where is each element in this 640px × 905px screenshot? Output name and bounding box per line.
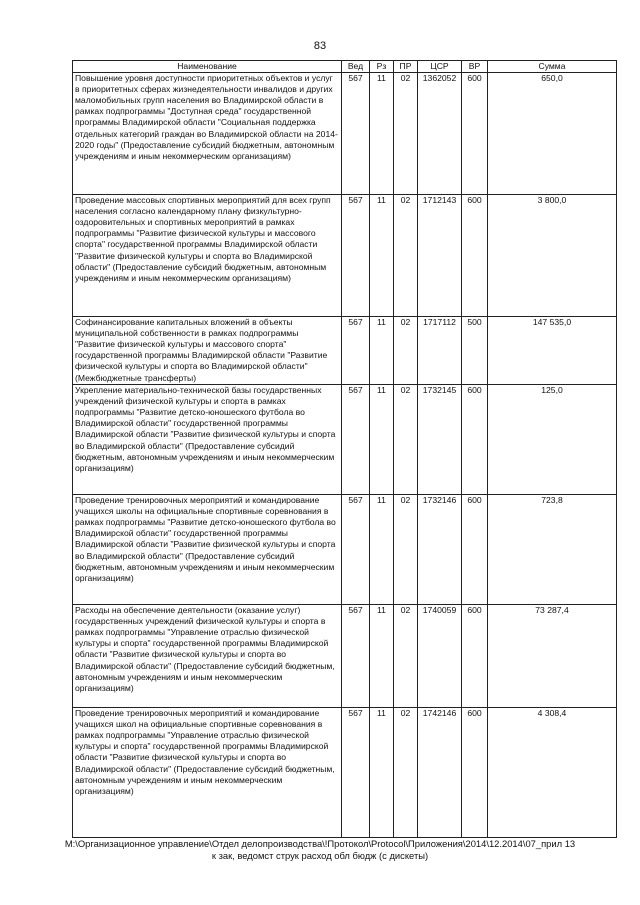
row-vr: 600 [462, 385, 488, 495]
row-ved: 567 [342, 73, 370, 195]
row-sum: 147 535,0 [488, 317, 617, 385]
row-rz: 11 [370, 605, 394, 708]
row-csr: 1712143 [418, 195, 462, 317]
row-rz: 11 [370, 317, 394, 385]
row-vr: 600 [462, 495, 488, 605]
row-ved: 567 [342, 195, 370, 317]
row-sum: 4 308,4 [488, 708, 617, 838]
row-pr: 02 [394, 605, 418, 708]
row-vr: 600 [462, 73, 488, 195]
row-pr: 02 [394, 73, 418, 195]
budget-table [72, 60, 617, 838]
row-name: Проведение массовых спортивных мероприятий для всех групп населения согласно календарному плану физкультурно-оздоровительных и спортивных мероприятий в рамках подпрограммы "Развитие физической культуры и массового спорта" государственной программы Владимирской области "Развитие физической культуры и спорта во Владимирской области" (Предоставление субсидий бюджетным, автономным учреждениям и иным некоммерческим организациям) [73, 195, 342, 317]
row-name: Повышение уровня доступности приоритетных объектов и услуг в приоритетных сферах жизнедеятельности инвалидов и других маломобильных групп населения во Владимирской области в рамках подпрограммы "Доступная среда" государственной программы Владимирской области "Социальная поддержка отдельных категорий граждан во Владимирской области на 2014-2020 годы" (Предоставление субсидий бюджетным, автономным учреждениям и иным некоммерческим организациям) [73, 73, 342, 195]
row-rz: 11 [370, 385, 394, 495]
row-ved: 567 [342, 708, 370, 838]
row-vr: 600 [462, 605, 488, 708]
header-sum: Сумма [488, 61, 617, 73]
row-ved: 567 [342, 385, 370, 495]
row-vr: 600 [462, 195, 488, 317]
header-pr: ПР [394, 61, 418, 73]
row-ved: 567 [342, 495, 370, 605]
row-csr: 1732146 [418, 495, 462, 605]
row-rz: 11 [370, 73, 394, 195]
table-row [73, 385, 617, 495]
footer-line-2: к зак, ведомст струк расход обл бюдж (с дискеты) [211, 850, 429, 861]
row-vr: 500 [462, 317, 488, 385]
table-header-row [73, 61, 617, 73]
header-name: Наименование [73, 61, 342, 73]
row-rz: 11 [370, 708, 394, 838]
row-name: Расходы на обеспечение деятельности (оказание услуг) государственных учреждений физической культуры и спорта в рамках подпрограммы "Управление отраслью физической культуры и спорта" государственной программы Владимирской области "Развитие физической культуры и спорта во Владимирской области" (Предоставление субсидий бюджетным, автономным учреждениям и иным некоммерческим организациям) [73, 605, 342, 708]
row-csr: 1732145 [418, 385, 462, 495]
header-rz: Рз [370, 61, 394, 73]
row-rz: 11 [370, 495, 394, 605]
row-name: Укрепление материально-технической базы государственных учреждений физической культуры и спорта в рамках подпрограммы "Развитие детско-юношеского футбола во Владимирской области" государственной программы Владимирской области "Развитие физической культуры и спорта во Владимирской области" (Предоставление субсидий бюджетным, автономным учреждениям и иным некоммерческим организациям) [73, 385, 342, 495]
row-sum: 650,0 [488, 73, 617, 195]
table-row [73, 73, 617, 195]
row-csr: 1717112 [418, 317, 462, 385]
table-row [73, 495, 617, 605]
row-pr: 02 [394, 317, 418, 385]
row-pr: 02 [394, 195, 418, 317]
row-ved: 567 [342, 317, 370, 385]
row-pr: 02 [394, 385, 418, 495]
table-row [73, 605, 617, 708]
row-rz: 11 [370, 195, 394, 317]
header-ved: Вед [342, 61, 370, 73]
row-csr: 1362052 [418, 73, 462, 195]
row-sum: 73 287,4 [488, 605, 617, 708]
row-csr: 1740059 [418, 605, 462, 708]
row-sum: 723,8 [488, 495, 617, 605]
row-pr: 02 [394, 708, 418, 838]
header-vr: ВР [462, 61, 488, 73]
row-vr: 600 [462, 708, 488, 838]
row-pr: 02 [394, 495, 418, 605]
row-sum: 3 800,0 [488, 195, 617, 317]
row-name: Проведение тренировочных мероприятий и командирование учащихся школы на официальные спортивные соревнования в рамках подпрограммы "Развитие детско-юношеского футбола во Владимирской области" государственной программы Владимирской области "Развитие физической культуры и спорта во Владимирской области" (Предоставление субсидий бюджетным, автономным учреждениям и иным некоммерческим организациям) [73, 495, 342, 605]
table-row [73, 708, 617, 838]
row-name: Софинансирование капитальных вложений в объекты муниципальной собственности в рамках подпрограммы "Развитие физической культуры и массового спорта" государственной программы Владимирской области "Развитие физической культуры и спорта во Владимирской области" (Межбюджетные трансферты) [73, 317, 342, 385]
table-row [73, 317, 617, 385]
header-csr: ЦСР [418, 61, 462, 73]
row-name: Проведение тренировочных мероприятий и командирование учащихся школ на официальные спортивные соревнования в рамках подпрограммы "Управление отраслью физической культуры и спорта" государственной программы Владимирской области "Развитие физической культуры и спорта во Владимирской области" (Предоставление субсидий бюджетным, автономным учреждениям и иным некоммерческим организациям) [73, 708, 342, 838]
table-row [73, 195, 617, 317]
row-csr: 1742146 [418, 708, 462, 838]
footer-line-1: М:\Организационное управление\Отдел делопроизводства\!Протокол\Protocol\Приложения\2014\12.2014\07_прил 13 [64, 838, 576, 849]
row-ved: 567 [342, 605, 370, 708]
page-number: 83 [313, 40, 327, 52]
row-sum: 125,0 [488, 385, 617, 495]
file-path-footer [0, 838, 640, 862]
